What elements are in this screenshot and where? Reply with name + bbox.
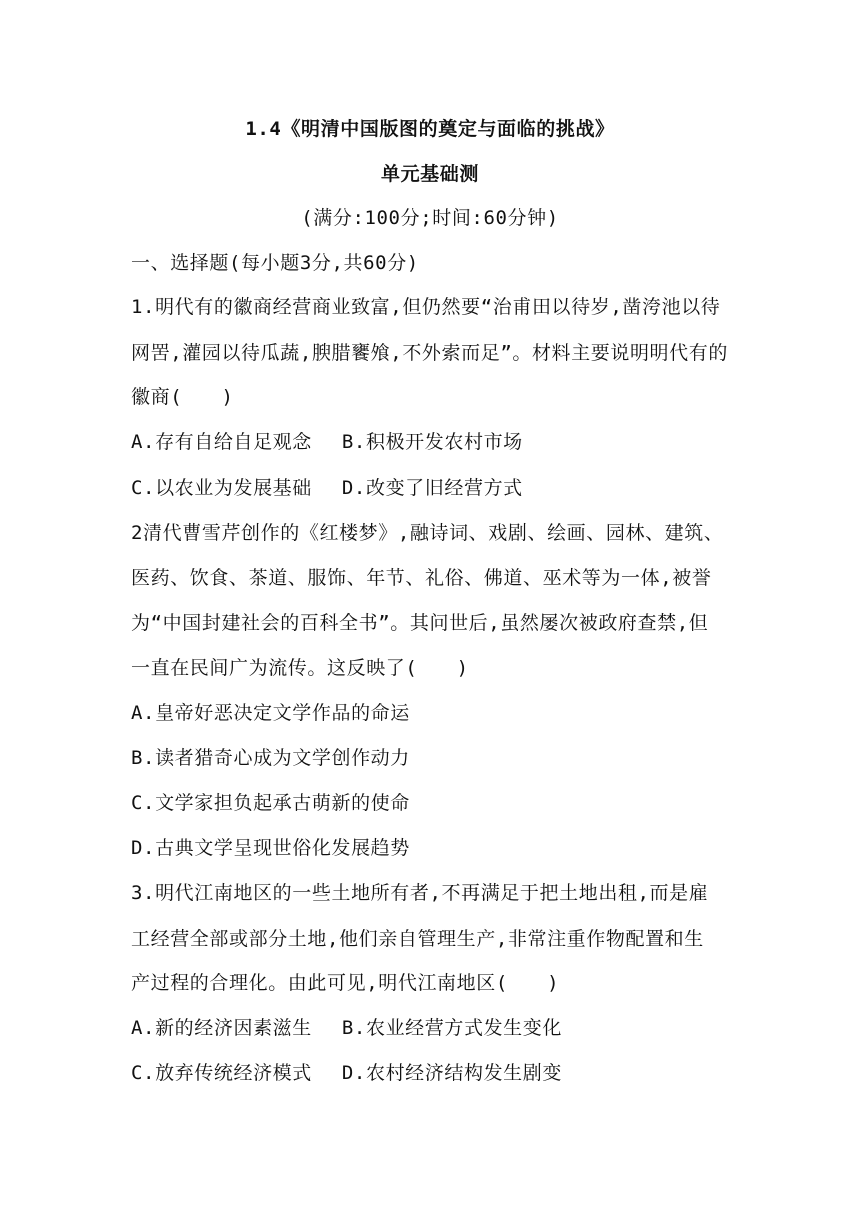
option-b[interactable]: B.读者猎奇心成为文学创作动力: [131, 747, 410, 769]
question-text-line: 工经营全部或部分土地,他们亲自管理生产,非常注重作物配置和生: [131, 928, 704, 950]
option-a[interactable]: A.新的经济因素滋生: [131, 1017, 312, 1039]
option-a[interactable]: A.皇帝好恶决定文学作品的命运: [131, 702, 410, 724]
options-row: [131, 1015, 741, 1041]
option-c[interactable]: C.放弃传统经济模式: [131, 1062, 312, 1084]
question-text-line: 网罟,灌园以待瓜蔬,腴腊饔飧,不外索而足”。材料主要说明明代有的: [131, 342, 728, 364]
question-text-line: 3.明代江南地区的一些土地所有者,不再满足于把土地出租,而是雇: [131, 882, 709, 904]
option-d[interactable]: D.农村经济结构发生剧变: [341, 1062, 562, 1084]
document-title: 1.4《明清中国版图的奠定与面临的挑战》: [245, 118, 615, 140]
question-text-line: 徽商( ): [131, 386, 234, 408]
score-time-info: (满分:100分;时间:60分钟): [301, 207, 559, 229]
options-row: [131, 475, 741, 501]
document-subtitle: 单元基础测: [380, 163, 479, 185]
option-c[interactable]: C.以农业为发展基础: [131, 477, 312, 499]
question-text-line: 产过程的合理化。由此可见,明代江南地区( ): [131, 972, 560, 994]
option-c[interactable]: C.文学家担负起承古萌新的使命: [131, 792, 410, 814]
option-a[interactable]: A.存有自给自足观念: [131, 431, 312, 453]
option-d[interactable]: D.古典文学呈现世俗化发展趋势: [131, 837, 410, 859]
option-b[interactable]: B.积极开发农村市场: [341, 431, 523, 453]
question-text-line: 一直在民间广为流传。这反映了( ): [131, 657, 469, 679]
question-text-line: 为“中国封建社会的百科全书”。其问世后,虽然屡次被政府查禁,但: [131, 612, 709, 634]
option-b[interactable]: B.农业经营方式发生变化: [341, 1017, 562, 1039]
options-row: [131, 429, 741, 455]
question-text-line: 医药、饮食、茶道、服饰、年节、礼俗、佛道、巫术等为一体,被誉: [131, 567, 712, 589]
question-text-line: 2清代曹雪芹创作的《红楼梦》,融诗词、戏剧、绘画、园林、建筑、: [131, 522, 724, 544]
option-d[interactable]: D.改变了旧经营方式: [341, 477, 523, 499]
question-text-line: 1.明代有的徽商经营商业致富,但仍然要“治甫田以待岁,凿洿池以待: [131, 296, 721, 318]
section-heading: 一、选择题(每小题3分,共60分): [131, 252, 419, 274]
options-row: [131, 1060, 741, 1086]
